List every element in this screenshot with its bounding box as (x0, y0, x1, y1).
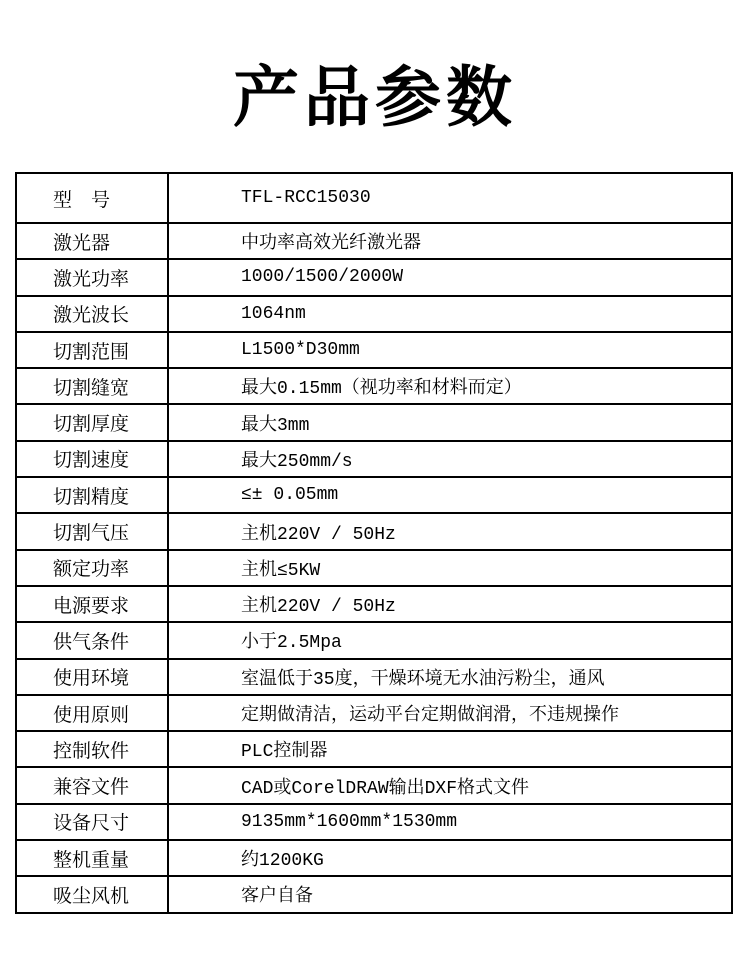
spec-value: 主机220V / 50Hz (168, 586, 732, 622)
spec-label: 激光器 (16, 223, 168, 259)
spec-value: 最大0.15mm（视功率和材料而定） (168, 368, 732, 404)
spec-value: 9135mm*1600mm*1530mm (168, 804, 732, 840)
spec-value: 室温低于35度，干燥环境无水油污粉尘，通风 (168, 659, 732, 695)
spec-label: 激光波长 (16, 296, 168, 332)
spec-label: 兼容文件 (16, 767, 168, 803)
table-row (16, 586, 732, 622)
spec-value: 1000/1500/2000W (168, 259, 732, 295)
table-row (16, 731, 732, 767)
spec-label: 激光功率 (16, 259, 168, 295)
table-row (16, 259, 732, 295)
table-row (16, 622, 732, 658)
table-row (16, 513, 732, 549)
spec-value: TFL-RCC15030 (168, 173, 732, 223)
table-row (16, 804, 732, 840)
spec-label: 整机重量 (16, 840, 168, 876)
spec-value: L1500*D30mm (168, 332, 732, 368)
spec-value: PLC控制器 (168, 731, 732, 767)
spec-label: 切割厚度 (16, 404, 168, 440)
table-row (16, 767, 732, 803)
spec-value: CAD或CorelDRAW输出DXF格式文件 (168, 767, 732, 803)
table-row (16, 876, 732, 912)
spec-value: 中功率高效光纤激光器 (168, 223, 732, 259)
spec-label: 切割速度 (16, 441, 168, 477)
table-row (16, 404, 732, 440)
spec-value: ≤± 0.05mm (168, 477, 732, 513)
spec-rows (16, 173, 732, 913)
product-spec-table (15, 172, 733, 914)
table-row (16, 659, 732, 695)
table-row (16, 441, 732, 477)
table-row (16, 332, 732, 368)
spec-label: 切割气压 (16, 513, 168, 549)
spec-value: 最大3mm (168, 404, 732, 440)
spec-label: 使用原则 (16, 695, 168, 731)
spec-label: 切割缝宽 (16, 368, 168, 404)
spec-value: 主机220V / 50Hz (168, 513, 732, 549)
spec-value: 最大250mm/s (168, 441, 732, 477)
spec-label: 设备尺寸 (16, 804, 168, 840)
table-row (16, 296, 732, 332)
spec-label: 供气条件 (16, 622, 168, 658)
spec-label: 切割范围 (16, 332, 168, 368)
spec-label: 吸尘风机 (16, 876, 168, 912)
spec-value: 主机≤5KW (168, 550, 732, 586)
spec-value: 客户自备 (168, 876, 732, 912)
spec-label: 额定功率 (16, 550, 168, 586)
spec-label: 切割精度 (16, 477, 168, 513)
table-row (16, 368, 732, 404)
page-title: 产品参数 (233, 59, 517, 136)
spec-label: 型 号 (16, 173, 168, 223)
spec-value: 约1200KG (168, 840, 732, 876)
spec-label: 使用环境 (16, 659, 168, 695)
table-row (16, 477, 732, 513)
table-row (16, 173, 732, 223)
spec-value: 小于2.5Mpa (168, 622, 732, 658)
table-row (16, 695, 732, 731)
table-row (16, 223, 732, 259)
spec-value: 1064nm (168, 296, 732, 332)
spec-label: 控制软件 (16, 731, 168, 767)
table-row (16, 550, 732, 586)
spec-value: 定期做清洁，运动平台定期做润滑，不违规操作 (168, 695, 732, 731)
table-row (16, 840, 732, 876)
spec-label: 电源要求 (16, 586, 168, 622)
